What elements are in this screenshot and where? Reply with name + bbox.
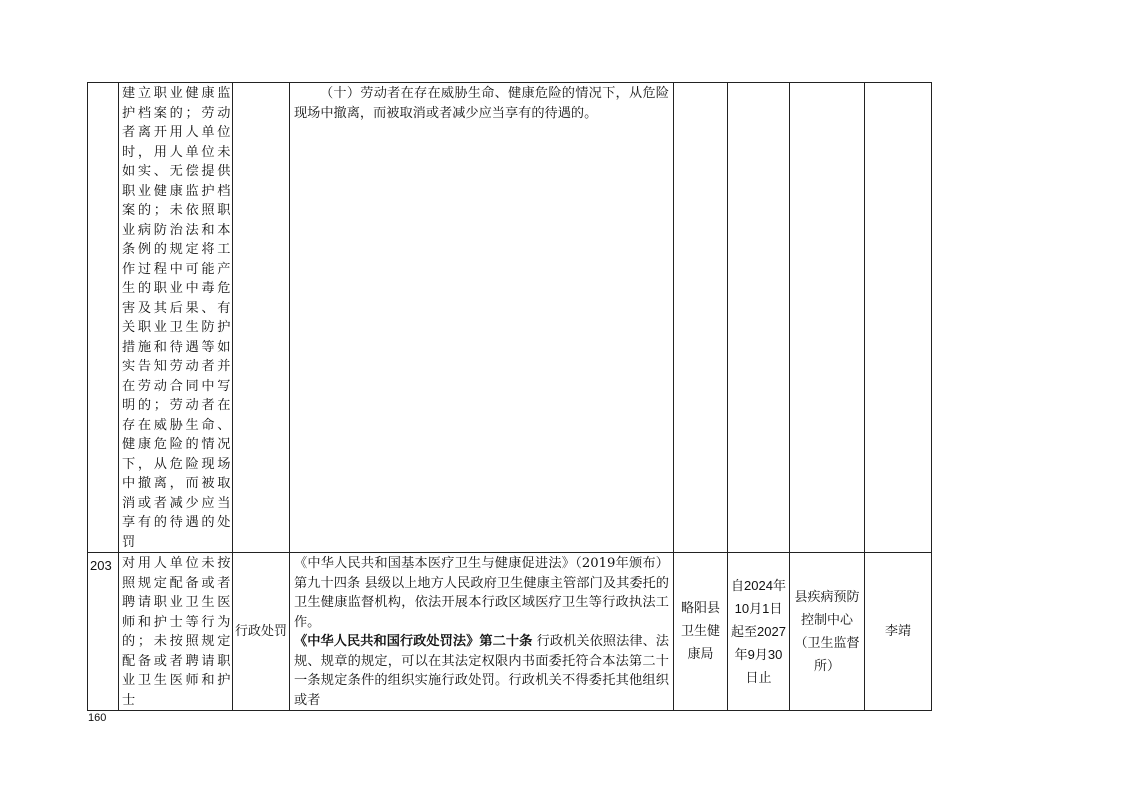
entrusted-agent-text: 县疾病预防控制中心（卫生监督所）	[794, 589, 860, 674]
item-type-cell	[233, 553, 290, 711]
seq-cell	[88, 553, 119, 711]
term-cell	[728, 553, 790, 711]
item-type-cell	[233, 83, 290, 553]
entrusting-org-text	[674, 83, 727, 84]
entrusted-agent-cell	[790, 553, 865, 711]
table-row	[88, 553, 932, 711]
item-name-text: 建立职业健康监护档案的；劳动者离开用人单位时，用人单位未如实、无偿提供职业健康监护档案的；未依照职业病防治法和本条例的规定将工作过程中可能产生的职业中毒危害及其后果、有关职业卫生防护措施和待遇等如实告知劳动者并在劳动合同中写明的；劳动者在存在威胁生命、健康危险的情况下，从危险现场中撤离，而被取消或者减少应当享有的待遇的处罚	[122, 86, 231, 550]
seq-number	[88, 83, 118, 86]
entrusting-org-cell	[674, 83, 728, 553]
contact-text: 李靖	[884, 624, 911, 639]
term-text	[728, 83, 789, 84]
legal-basis-paragraph-1: 《中华人民共和国基本医疗卫生与健康促进法》（2019年颁布）第九十四条 县级以上地方人民政府卫生健康主管部门及其委托的卫生健康监督机构，依法开展本行政区域医疗卫生等行政执法工作。	[294, 556, 669, 630]
authorization-table	[87, 82, 932, 711]
page-number: 160	[88, 712, 107, 724]
legal-basis-text: （十）劳动者在存在威胁生命、健康危险的情况下，从危险现场中撤离，而被取消或者减少应当享有的待遇的。	[294, 86, 669, 121]
item-name-cell	[119, 83, 233, 553]
contact-cell	[865, 553, 932, 711]
item-name-text: 对用人单位未按照规定配备或者聘请职业卫生医师和护士等行为的；未按照规定配备或者聘请职业卫生医师和护士	[122, 556, 231, 708]
table-row	[88, 83, 932, 553]
term-cell	[728, 83, 790, 553]
legal-basis-paragraph-2	[294, 632, 669, 710]
contact-text	[865, 83, 931, 84]
legal-basis-article-title: 《中华人民共和国行政处罚法》第二十条	[294, 634, 533, 649]
seq-cell	[88, 83, 119, 553]
item-type-text	[233, 83, 289, 84]
entrusting-org-cell	[674, 553, 728, 711]
legal-basis-cell	[290, 83, 674, 553]
entrusting-org-text: 略阳县卫生健康局	[680, 601, 720, 662]
item-type-text: 行政处罚	[234, 624, 287, 639]
term-text: 自2024年10月1日起至2027年9月30日止	[731, 578, 786, 685]
item-name-cell	[119, 553, 233, 711]
contact-cell	[865, 83, 932, 553]
entrusted-agent-text	[790, 83, 864, 84]
legal-basis-article-body: 行政机关依照法律、法规、规章的规定，可以在其法定权限内书面委托符合本法第二十一条规定条件的组织实施行政处罚。行政机关不得委托其他组织或者	[294, 634, 669, 708]
seq-number: 203	[90, 558, 112, 573]
legal-basis-cell	[290, 553, 674, 711]
entrusted-agent-cell	[790, 83, 865, 553]
legal-basis-text	[290, 553, 673, 710]
